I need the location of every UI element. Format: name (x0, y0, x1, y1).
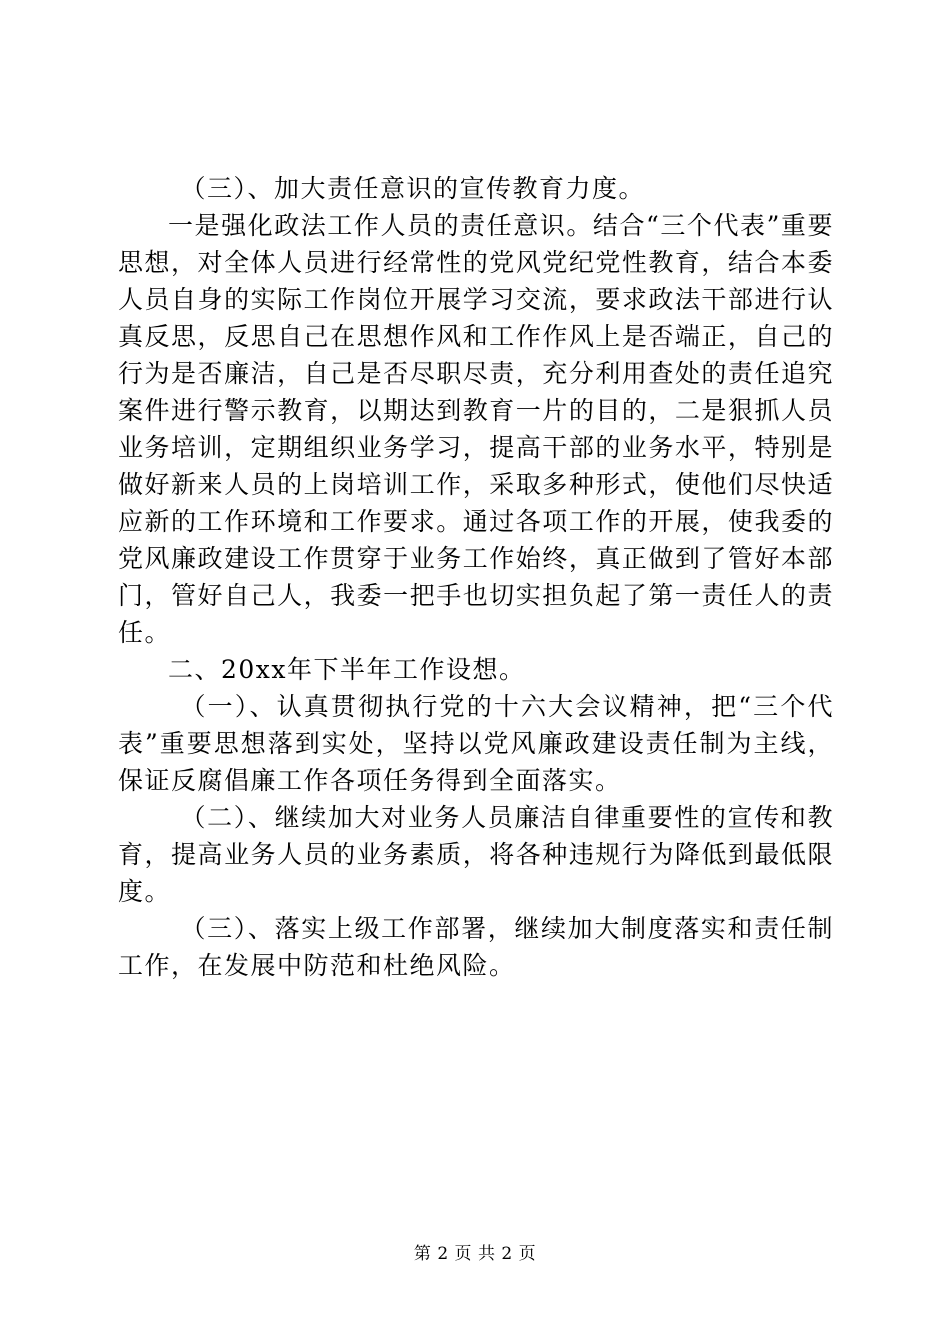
page-footer (0, 1243, 950, 1265)
paragraph-plan-item-3: （三）、落实上级工作部署，继续加大制度落实和责任制工作，在发展中防范和杜绝风险。 (118, 914, 834, 980)
paragraph-plan-item-1: （一）、认真贯彻执行党的十六大会议精神，把“三个代表”重要思想落到实处，坚持以党风廉政建设责任制为主线，保证反腐倡廉工作各项任务得到全面落实。 (118, 692, 834, 795)
paragraph-plan-item-2: （二）、继续加大对业务人员廉洁自律重要性的宣传和教育，提高业务人员的业务素质，将各种违规行为降低到最低限度。 (118, 803, 834, 906)
section-heading-second-half-plan: 二、20xx年下半年工作设想。 (168, 655, 526, 684)
page-number-label: 第 2 页 共 2 页 (413, 1244, 537, 1264)
paragraph-responsibility-awareness: 一是强化政法工作人员的责任意识。结合“三个代表”重要思想，对全体人员进行经常性的党风党纪党性教育，结合本委人员自身的实际工作岗位开展学习交流，要求政法干部进行认真反思，反思自己在思想作风和工作作风上是否端正，自己的行为是否廉洁，自己是否尽职尽责，充分利用查处的责任追究案件进行警示教育，以期达到教育一片的目的，二是狠抓人员业务培训，定期组织业务学习，提高干部的业务水平，特别是做好新来人员的上岗培训工作，采取多种形式，使他们尽快适应新的工作环境和工作要求。通过各项工作的开展，使我委的党风廉政建设工作贯穿于业务工作始终，真正做到了管好本部门，管好自己人，我委一把手也切实担负起了第一责任人的责任。 (118, 211, 834, 647)
section-heading-strengthen-education: （三）、加大责任意识的宣传教育力度。 (180, 174, 646, 203)
document-body (118, 170, 834, 984)
